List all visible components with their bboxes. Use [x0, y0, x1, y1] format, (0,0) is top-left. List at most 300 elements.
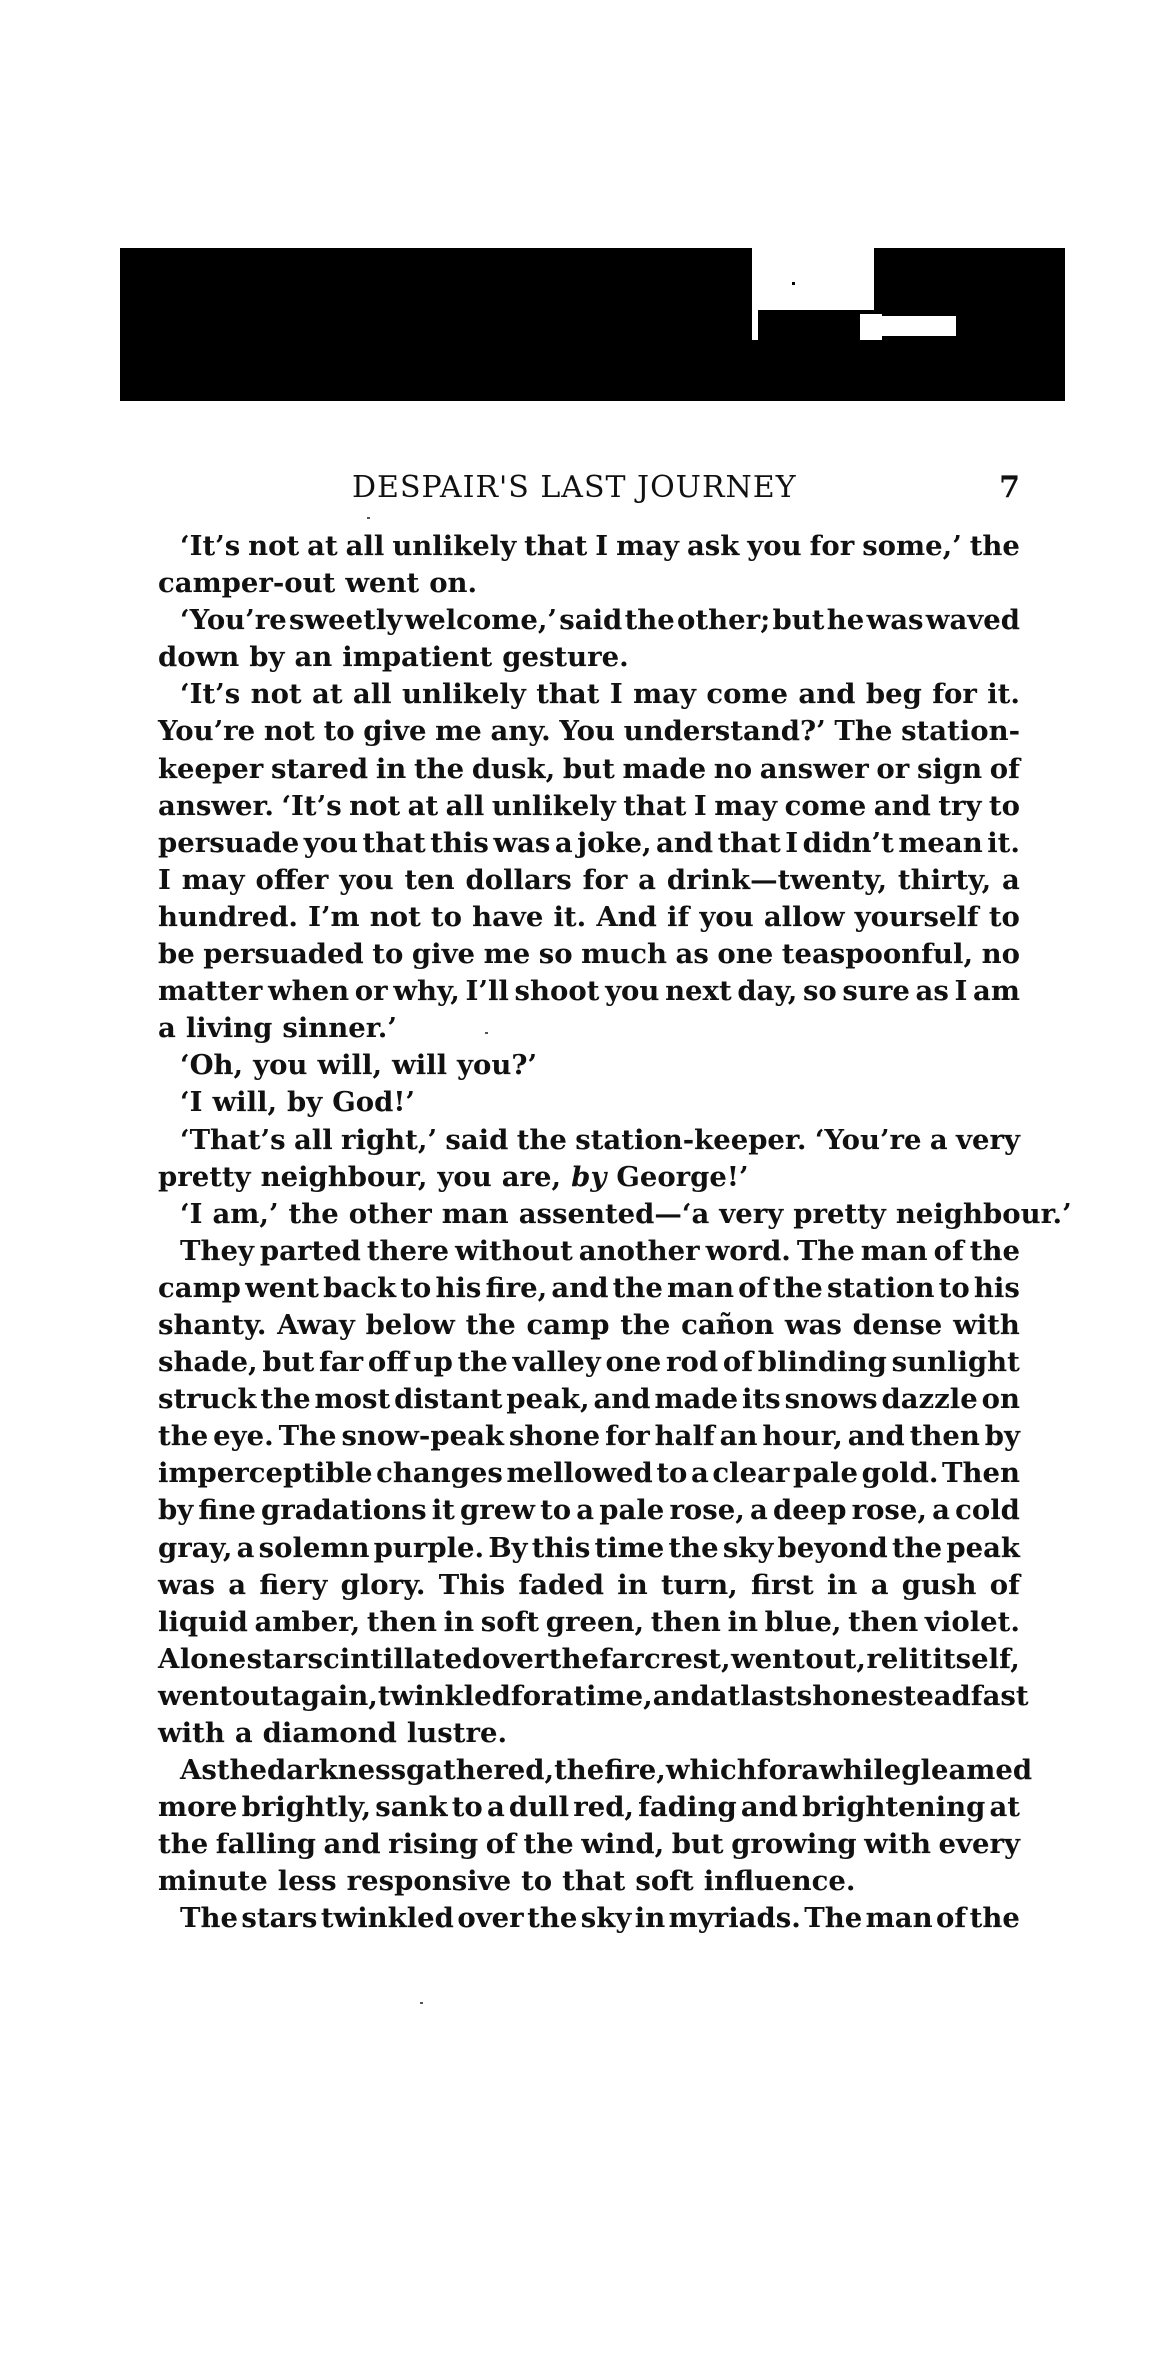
word: there [366, 1234, 449, 1267]
word: in [375, 752, 407, 785]
word: will [392, 1049, 448, 1082]
word: stars [241, 1902, 318, 1935]
word: by [287, 1086, 323, 1119]
word: fine [198, 1494, 256, 1527]
word: myriads. [668, 1902, 801, 1935]
word: and [551, 1271, 609, 1304]
word: other; [677, 604, 771, 637]
word: clear [712, 1457, 790, 1490]
word: of [936, 1902, 967, 1935]
word: a [749, 1494, 768, 1527]
word: it. [987, 678, 1020, 711]
word: went [245, 1271, 319, 1304]
word: it [431, 1494, 455, 1527]
word: over [481, 1642, 549, 1675]
word: every [938, 1828, 1020, 1861]
word: answer [759, 752, 869, 785]
word: back [323, 1271, 397, 1304]
word: with [953, 1308, 1020, 1341]
word: sank [375, 1791, 448, 1824]
word: dull [508, 1791, 570, 1824]
word: me [483, 938, 531, 971]
word: didn’t [802, 826, 894, 859]
word: by [249, 641, 285, 674]
word: out, [805, 1642, 866, 1675]
text-line [158, 1863, 1020, 1900]
word: that [362, 826, 426, 859]
word: The [180, 1902, 238, 1935]
word: pale [599, 1494, 665, 1527]
word: and [652, 1679, 710, 1712]
text-line [158, 565, 1020, 602]
word: wind, [581, 1828, 665, 1861]
word: gleamed [901, 1754, 1033, 1787]
word: You [559, 715, 615, 748]
word: allow [763, 900, 845, 933]
word: God!’ [332, 1086, 415, 1119]
word: far [319, 1346, 364, 1379]
word: solemn [258, 1531, 370, 1564]
word: all [352, 678, 392, 711]
word: the [969, 530, 1020, 562]
word: no [713, 752, 753, 785]
word: answer. [158, 789, 275, 822]
word: an [294, 641, 333, 674]
word: made [622, 752, 707, 785]
word: to [372, 938, 404, 971]
word: pretty [158, 1160, 251, 1193]
word: at [407, 789, 439, 822]
word: falling [215, 1828, 316, 1861]
word: snows [784, 1383, 878, 1416]
word: you [437, 1160, 492, 1193]
word: and [656, 826, 714, 859]
word: fading [638, 1791, 737, 1824]
word: ‘That’s [180, 1123, 286, 1156]
text-line [158, 713, 1020, 750]
word: less [277, 1865, 337, 1898]
word: have [472, 900, 544, 933]
word: liquid [158, 1605, 248, 1638]
word: not [250, 678, 302, 711]
word: snow-peak [341, 1420, 504, 1453]
scan-artifact [752, 248, 874, 310]
word: rose, [669, 1494, 745, 1527]
word: another [578, 1234, 700, 1267]
word: ‘You’re [180, 604, 287, 637]
word: This [438, 1568, 506, 1601]
word: red, [573, 1791, 634, 1824]
word: to [521, 1865, 553, 1898]
word: a [932, 1494, 950, 1527]
word: to [988, 900, 1020, 933]
word: give [411, 938, 476, 971]
word: not [263, 715, 315, 748]
word: without [454, 1234, 573, 1267]
word: to [540, 1494, 572, 1527]
word: come [706, 678, 789, 711]
word: was [784, 1308, 842, 1341]
word: the [413, 752, 465, 785]
word: so [538, 938, 573, 971]
word: The [834, 715, 893, 748]
text-line [158, 1307, 1020, 1344]
word: camp [158, 1271, 241, 1304]
word: ‘It’s [180, 530, 241, 562]
word: neighbour.’ [895, 1197, 1072, 1230]
word: then [909, 1420, 980, 1453]
word: and [323, 1828, 381, 1861]
word: of [738, 1271, 769, 1304]
word: any. [490, 715, 551, 748]
word: why, [393, 975, 460, 1008]
text-line [158, 973, 1020, 1010]
text-line [158, 1233, 1020, 1270]
word: And [596, 900, 657, 933]
word: eye. [213, 1420, 274, 1453]
word: man [860, 1234, 928, 1267]
word: The [796, 1234, 855, 1267]
word: amber, [254, 1605, 361, 1638]
word: I [693, 789, 707, 822]
word: the [620, 1308, 671, 1341]
word: by [984, 1420, 1020, 1453]
word: more [158, 1791, 238, 1824]
word: try [938, 789, 982, 822]
word: mean [898, 826, 983, 859]
word: soft [635, 1865, 694, 1898]
word: the [527, 1902, 578, 1935]
word: then [366, 1605, 437, 1638]
word: time, [573, 1679, 653, 1712]
word: you?’ [457, 1049, 538, 1082]
word: other [348, 1197, 432, 1230]
word: matter [158, 975, 263, 1008]
word: rose, [851, 1494, 927, 1527]
word: of [933, 1234, 964, 1267]
word: Away [277, 1308, 355, 1341]
word: may [714, 789, 778, 822]
word: all [445, 789, 485, 822]
word: you [303, 826, 359, 859]
text-line [158, 528, 1020, 565]
text-line [158, 1196, 1072, 1233]
word: camper-out [158, 567, 336, 600]
word: gradations [261, 1494, 427, 1527]
word: are, [501, 1160, 562, 1193]
word: as [915, 975, 949, 1008]
word: to [323, 715, 355, 748]
text-line [158, 1418, 1020, 1455]
word: ‘It’s [281, 789, 342, 822]
word: all [345, 530, 385, 562]
word: over [457, 1902, 524, 1935]
text-line [158, 1530, 1020, 1567]
word: faded [518, 1568, 605, 1601]
word: man [667, 1271, 734, 1304]
word: you [605, 975, 660, 1008]
word: A [158, 1642, 180, 1675]
page-number: 7 [999, 470, 1020, 505]
word: may [616, 530, 680, 562]
word: soft [480, 1605, 540, 1638]
word: a [801, 1754, 820, 1787]
word: it. [987, 826, 1020, 859]
text-line [158, 1900, 1020, 1937]
scan-black-band [120, 248, 1065, 401]
word: station-keeper. [575, 1123, 807, 1156]
word: grew [460, 1494, 535, 1527]
text-line [158, 899, 1020, 936]
word: this [531, 1531, 591, 1564]
text-line [158, 1789, 1020, 1826]
word: the [465, 1308, 516, 1341]
word: valley [512, 1346, 601, 1379]
word: was [493, 826, 551, 859]
word: ten [404, 863, 455, 896]
text-line [158, 639, 1020, 676]
word: said [445, 1123, 509, 1156]
word: down [158, 641, 240, 674]
word: star [246, 1642, 308, 1675]
word: but [262, 1346, 315, 1379]
word: at [307, 530, 338, 562]
word: The [804, 1902, 863, 1935]
text-line [158, 1752, 1033, 1789]
word: itself, [932, 1642, 1020, 1675]
word: green, [545, 1605, 645, 1638]
word: next [665, 975, 732, 1008]
word: for [605, 1420, 650, 1453]
word: camp [526, 1308, 610, 1341]
word: will, [212, 1086, 278, 1119]
word: below [365, 1308, 455, 1341]
word: struck [158, 1383, 257, 1416]
word: that [562, 1865, 626, 1898]
text-line [158, 1678, 1029, 1715]
word: at [989, 1791, 1020, 1824]
word: a [576, 1494, 595, 1527]
word: sure [842, 975, 910, 1008]
running-header [160, 470, 1020, 510]
word: the [288, 1197, 339, 1230]
word: again, [282, 1679, 378, 1712]
word: for [582, 863, 628, 896]
text-line [158, 1122, 1020, 1159]
word: his [435, 1271, 482, 1304]
word: sweetly [289, 604, 403, 637]
word: man [441, 1197, 509, 1230]
word: the [969, 1234, 1020, 1267]
word: the [772, 1271, 823, 1304]
word: the [624, 604, 675, 637]
word: sky [580, 1902, 632, 1935]
word: no [981, 938, 1020, 971]
word: hour, [762, 1420, 843, 1453]
word: teaspoonful, [781, 938, 974, 971]
word: station [826, 1271, 935, 1304]
word: very [956, 1123, 1020, 1156]
word: be [158, 938, 195, 971]
word: lone [179, 1642, 247, 1675]
word: that [536, 678, 600, 711]
text-line [158, 676, 1020, 713]
word: blinding [757, 1346, 887, 1379]
word: stared [270, 752, 369, 785]
word: time [594, 1531, 665, 1564]
word: that [717, 826, 781, 859]
word: the [548, 1642, 599, 1675]
word: turn, [661, 1568, 738, 1601]
word: understand?’ [623, 715, 826, 748]
word: Then [942, 1457, 1020, 1490]
word: impatient [342, 641, 493, 674]
word: dazzle [881, 1383, 978, 1416]
word: pale [793, 1457, 858, 1490]
word: ‘I [180, 1197, 203, 1230]
word: the [612, 1271, 663, 1304]
word: in [617, 1568, 648, 1601]
text-line [158, 1047, 1020, 1084]
text-line [158, 1455, 1020, 1492]
word: I [158, 863, 171, 896]
word: which [665, 1754, 757, 1787]
word: ‘It’s [180, 678, 241, 711]
text-line [158, 825, 1020, 862]
scan-speck [420, 2002, 423, 2004]
text-line [158, 1010, 1020, 1047]
word: that [524, 530, 588, 562]
word: by [158, 1494, 194, 1527]
word: off [367, 1346, 409, 1379]
word: on. [429, 567, 478, 600]
word: a [158, 1012, 176, 1045]
word: rising [388, 1828, 479, 1861]
word: ‘Oh, [180, 1049, 244, 1082]
word: distant [394, 1383, 503, 1416]
word: its [742, 1383, 781, 1416]
word: and [873, 789, 931, 822]
word: a [236, 1531, 255, 1564]
word: glory. [340, 1568, 426, 1601]
word: They [180, 1234, 254, 1267]
word: and [847, 1420, 905, 1453]
word: twinkled [377, 1679, 511, 1712]
word: went [731, 1642, 805, 1675]
word: deep [772, 1494, 847, 1527]
word: to [430, 900, 462, 933]
word: last [740, 1679, 797, 1712]
word: most [314, 1383, 391, 1416]
word: brightening [802, 1791, 986, 1824]
word: minute [158, 1865, 268, 1898]
text-line [158, 1381, 1020, 1418]
word: You’re [158, 715, 256, 748]
word: may [181, 863, 245, 896]
word: for [809, 530, 855, 562]
text-line [158, 602, 1020, 639]
word: drink—twenty, [666, 863, 888, 896]
word: responsive [346, 1865, 512, 1898]
word: unlikely [392, 530, 517, 562]
word: some,’ [862, 530, 962, 562]
word: crest, [644, 1642, 731, 1675]
word: changes [376, 1457, 503, 1490]
word: brightly, [241, 1791, 372, 1824]
word: me [435, 715, 482, 748]
word: he [826, 604, 865, 637]
word: violet. [924, 1605, 1020, 1638]
word: cañon [681, 1308, 775, 1341]
word: as [675, 938, 709, 971]
word: at [709, 1679, 741, 1712]
text-line [158, 751, 1020, 788]
body-text [158, 528, 1072, 1938]
word: you [747, 530, 802, 562]
word: fiery [259, 1568, 328, 1601]
word: of [989, 752, 1020, 785]
word: dollars [465, 863, 572, 896]
word: and [798, 678, 856, 711]
word: so [802, 975, 837, 1008]
word: influence. [703, 1865, 856, 1898]
word: an [719, 1420, 758, 1453]
word: all [293, 1123, 333, 1156]
word: beyond [777, 1531, 888, 1564]
word: mellowed [506, 1457, 653, 1490]
word: pretty [793, 1197, 886, 1230]
word: dusk, [471, 752, 556, 785]
scan-speck [367, 517, 370, 519]
word: the [891, 1531, 943, 1564]
word: or [876, 752, 910, 785]
text-line [158, 1270, 1020, 1307]
word: am,’ [212, 1197, 279, 1230]
word: unlikely [402, 678, 526, 711]
word: in [634, 1902, 666, 1935]
word: in [826, 1568, 858, 1601]
word: will, [317, 1049, 383, 1082]
word: peak [946, 1531, 1020, 1564]
word: but [562, 752, 615, 785]
word: rod [666, 1346, 719, 1379]
word: not [349, 789, 401, 822]
word: I [595, 530, 609, 562]
word: of [989, 1568, 1020, 1601]
word: was [866, 604, 924, 637]
word: fire, [485, 1271, 548, 1304]
text-line [158, 1159, 1020, 1196]
word: to [400, 1271, 432, 1304]
word: may [633, 678, 696, 711]
word: to [988, 789, 1020, 822]
word: a [690, 1457, 709, 1490]
word: first [751, 1568, 814, 1601]
word: that [623, 789, 687, 822]
word: ‘I [180, 1086, 203, 1119]
word: parted [259, 1234, 361, 1267]
word: imperceptible [158, 1457, 373, 1490]
word: assented—‘a [518, 1197, 710, 1230]
word: but [671, 1828, 724, 1861]
word: unlikely [491, 789, 616, 822]
word: the [158, 1828, 209, 1861]
word: the [158, 1420, 209, 1453]
text-line [158, 1641, 1020, 1678]
word: sunlight [891, 1346, 1020, 1379]
word: a [234, 1717, 253, 1749]
text-line [158, 788, 1020, 825]
